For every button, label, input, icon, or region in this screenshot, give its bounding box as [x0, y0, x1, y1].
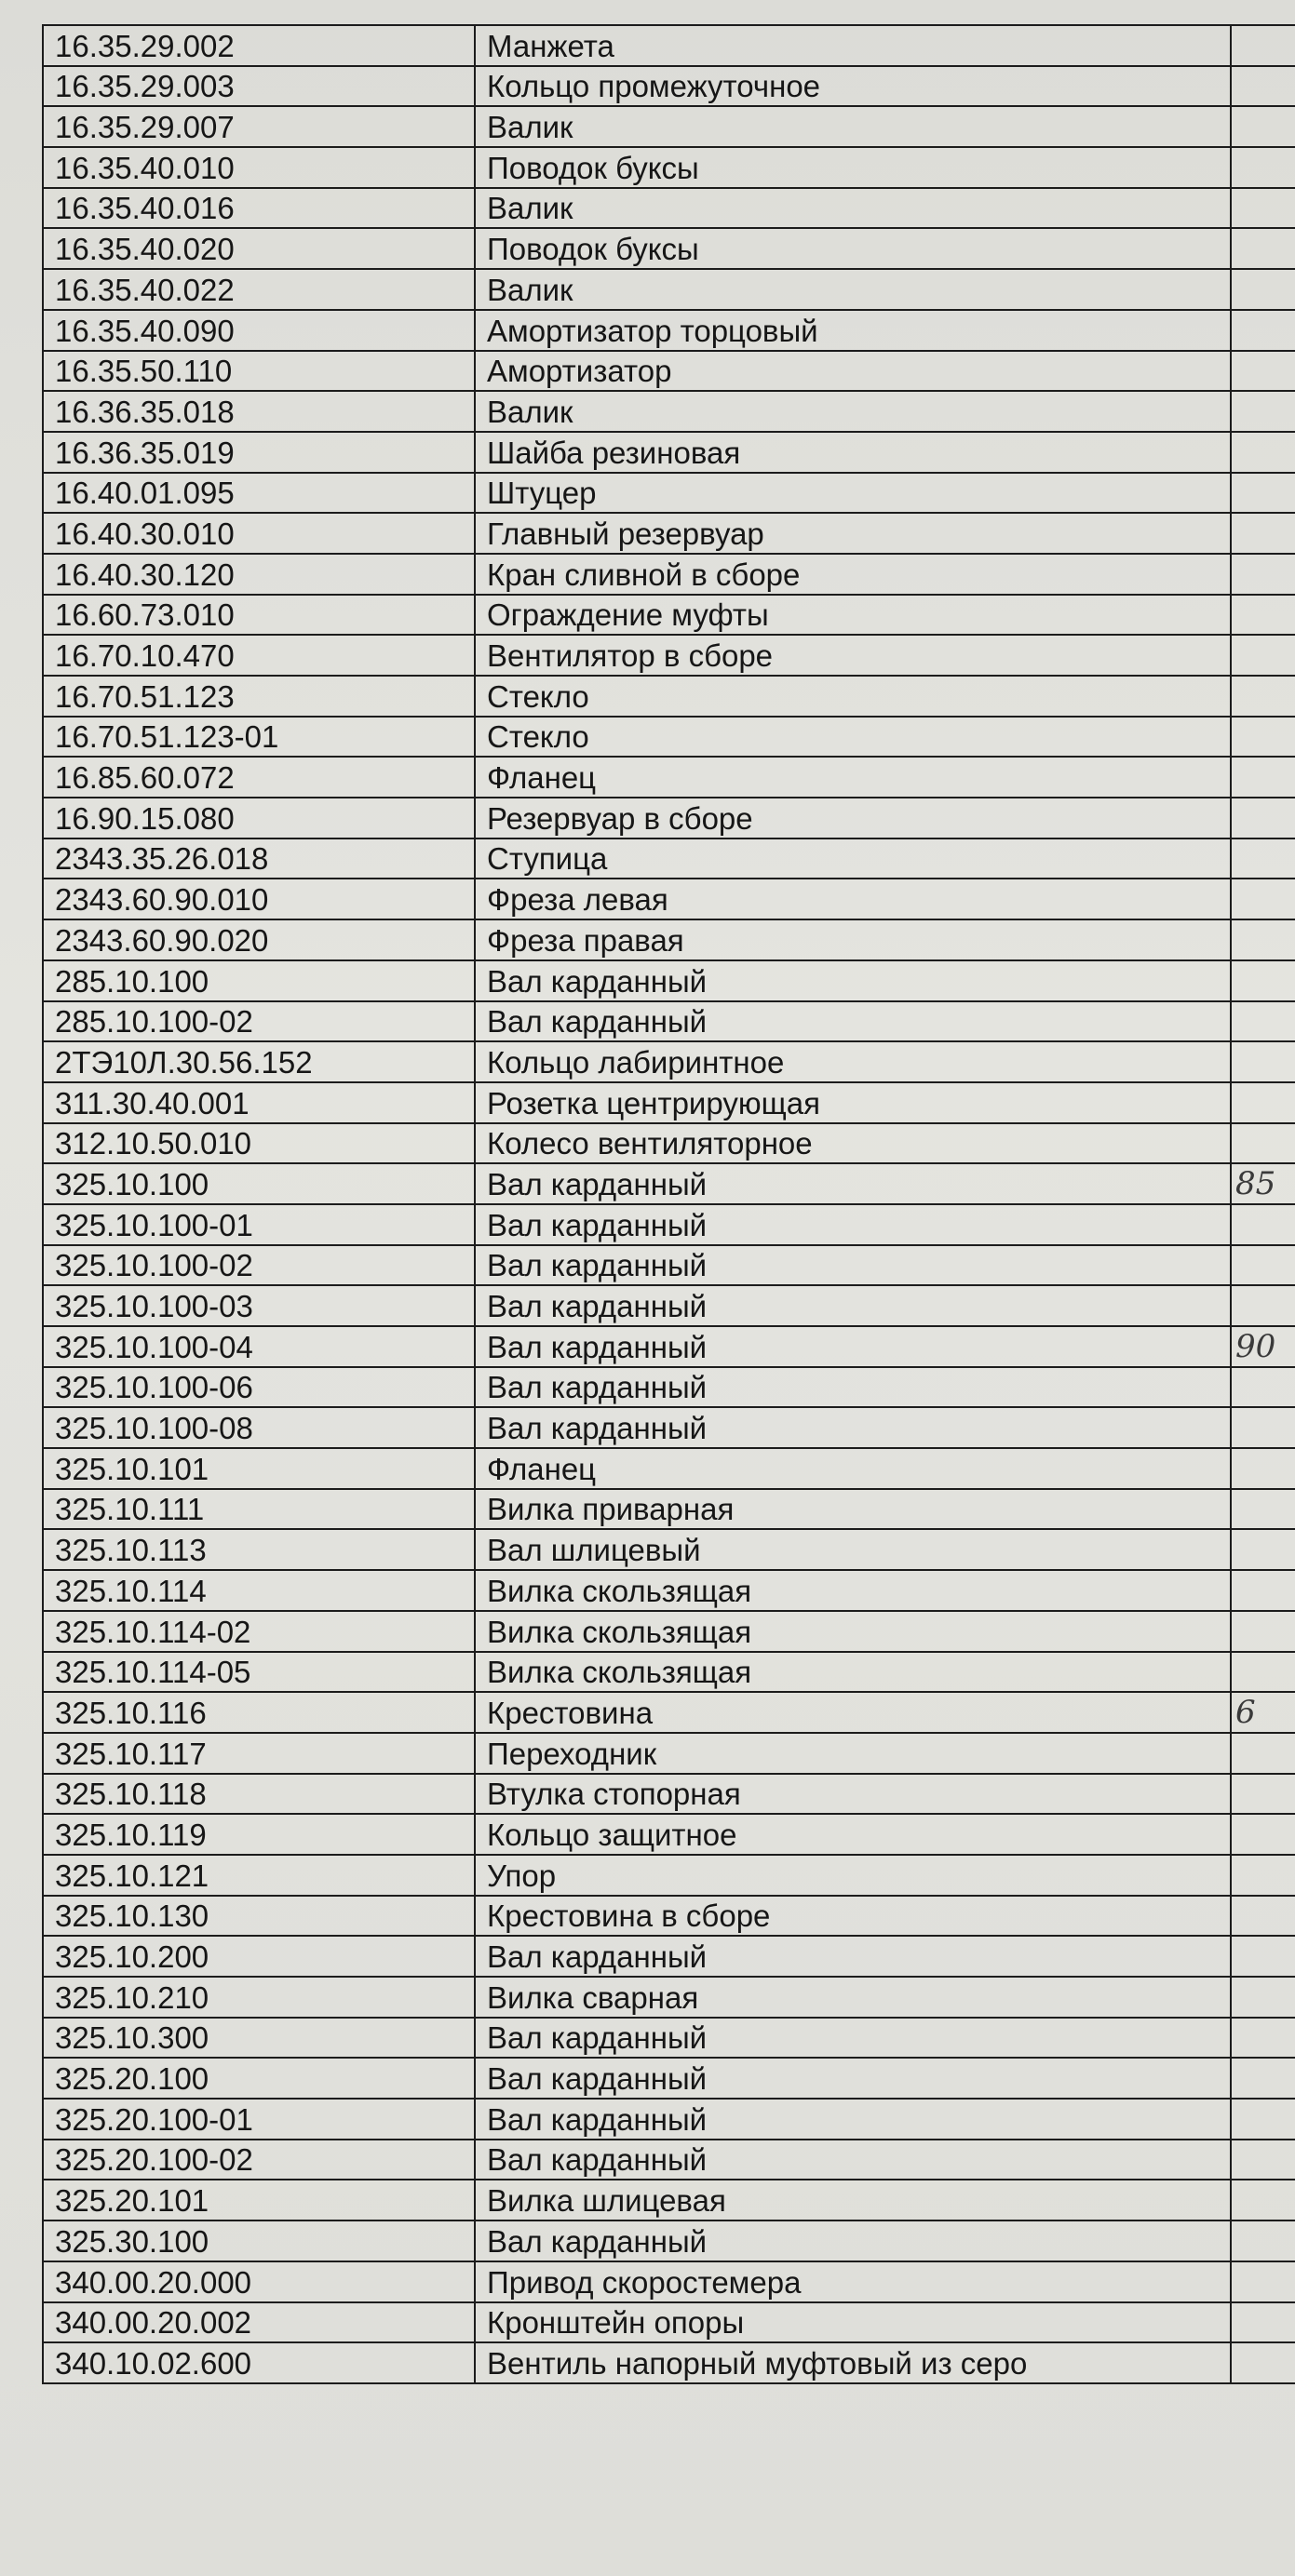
- part-name-cell: Вал карданный: [475, 1285, 1231, 1326]
- part-name-cell: Вилка приварная: [475, 1489, 1231, 1530]
- handwritten-note-cell: [1231, 1814, 1295, 1855]
- part-name-cell: Вал карданный: [475, 2220, 1231, 2261]
- part-code-cell: 325.30.100: [43, 2220, 475, 2261]
- handwritten-note-cell: [1231, 717, 1295, 758]
- table-row: [43, 25, 1295, 66]
- part-code-cell: 325.10.121: [43, 1855, 475, 1896]
- table-row: [43, 717, 1295, 758]
- table-row: [43, 66, 1295, 107]
- table-row: [43, 1896, 1295, 1937]
- handwritten-note-cell: [1231, 2342, 1295, 2383]
- table-row: [43, 798, 1295, 839]
- handwritten-note-cell: [1231, 839, 1295, 879]
- part-name-cell: Вал карданный: [475, 1245, 1231, 1286]
- part-name-cell: Стекло: [475, 676, 1231, 717]
- handwritten-note-cell: [1231, 1204, 1295, 1245]
- part-code-cell: 16.40.30.010: [43, 513, 475, 554]
- part-name-cell: Вал карданный: [475, 2058, 1231, 2099]
- handwritten-note-cell: [1231, 879, 1295, 919]
- handwritten-note-cell: [1231, 473, 1295, 514]
- part-name-cell: Вал карданный: [475, 2099, 1231, 2140]
- handwritten-note-cell: [1231, 25, 1295, 66]
- part-code-cell: 325.10.118: [43, 1774, 475, 1815]
- part-code-cell: 325.10.114-02: [43, 1611, 475, 1652]
- part-name-cell: Крестовина в сборе: [475, 1896, 1231, 1937]
- part-code-cell: 16.35.29.003: [43, 66, 475, 107]
- handwritten-note-cell: [1231, 188, 1295, 229]
- handwritten-note-cell: [1231, 554, 1295, 595]
- part-code-cell: 325.10.114: [43, 1570, 475, 1611]
- handwritten-note-cell: [1231, 1041, 1295, 1082]
- part-code-cell: 325.10.100: [43, 1163, 475, 1204]
- part-code-cell: 2ТЭ10Л.30.56.152: [43, 1041, 475, 1082]
- part-code-cell: 16.35.40.010: [43, 147, 475, 188]
- handwritten-note-cell: [1231, 676, 1295, 717]
- handwritten-note-cell: [1231, 595, 1295, 636]
- table-row: [43, 1611, 1295, 1652]
- part-name-cell: Вал карданный: [475, 1204, 1231, 1245]
- handwritten-note-cell: [1231, 1245, 1295, 1286]
- handwritten-note-cell: [1231, 757, 1295, 798]
- table-row: [43, 1733, 1295, 1774]
- part-code-cell: 311.30.40.001: [43, 1082, 475, 1123]
- part-name-cell: Фланец: [475, 757, 1231, 798]
- part-name-cell: Вал карданный: [475, 1001, 1231, 1042]
- part-name-cell: Валик: [475, 269, 1231, 310]
- part-name-cell: Вал карданный: [475, 2140, 1231, 2180]
- handwritten-note-cell: [1231, 228, 1295, 269]
- part-code-cell: 325.10.101: [43, 1448, 475, 1489]
- handwritten-note-cell: [1231, 2302, 1295, 2343]
- part-code-cell: 325.10.111: [43, 1489, 475, 1530]
- part-name-cell: Ступица: [475, 839, 1231, 879]
- table-row: [43, 635, 1295, 676]
- handwritten-note-cell: [1231, 1652, 1295, 1693]
- table-row: [43, 188, 1295, 229]
- table-row: [43, 839, 1295, 879]
- handwritten-note-cell: [1231, 1570, 1295, 1611]
- table-row: [43, 1285, 1295, 1326]
- table-row: [43, 1774, 1295, 1815]
- part-code-cell: 325.10.116: [43, 1692, 475, 1733]
- handwritten-note-cell: [1231, 106, 1295, 147]
- part-code-cell: 16.70.10.470: [43, 635, 475, 676]
- part-name-cell: Колесо вентиляторное: [475, 1123, 1231, 1164]
- table-row: [43, 1529, 1295, 1570]
- part-name-cell: Вилка сварная: [475, 1977, 1231, 2018]
- table-row: [43, 106, 1295, 147]
- part-code-cell: 2343.60.90.020: [43, 919, 475, 960]
- part-code-cell: 325.10.100-02: [43, 1245, 475, 1286]
- part-code-cell: 16.35.40.016: [43, 188, 475, 229]
- part-name-cell: Валик: [475, 106, 1231, 147]
- part-name-cell: Кольцо лабиринтное: [475, 1041, 1231, 1082]
- part-name-cell: Вилка скользящая: [475, 1570, 1231, 1611]
- part-name-cell: Кольцо защитное: [475, 1814, 1231, 1855]
- table-row: [43, 1204, 1295, 1245]
- handwritten-note-cell: [1231, 1489, 1295, 1530]
- part-code-cell: 325.10.100-04: [43, 1326, 475, 1367]
- part-name-cell: Вилка скользящая: [475, 1611, 1231, 1652]
- part-name-cell: Вал карданный: [475, 1367, 1231, 1408]
- table-row: [43, 1407, 1295, 1448]
- part-code-cell: 16.60.73.010: [43, 595, 475, 636]
- table-row: [43, 310, 1295, 351]
- handwritten-note-cell: [1231, 798, 1295, 839]
- part-code-cell: 325.20.100: [43, 2058, 475, 2099]
- table-row: [43, 2018, 1295, 2059]
- handwritten-note-cell: [1231, 1529, 1295, 1570]
- table-row: [43, 513, 1295, 554]
- part-name-cell: Переходник: [475, 1733, 1231, 1774]
- part-code-cell: 325.10.300: [43, 2018, 475, 2059]
- part-code-cell: 325.10.100-01: [43, 1204, 475, 1245]
- table-row: [43, 2099, 1295, 2140]
- handwritten-note-cell: [1231, 1611, 1295, 1652]
- table-row: [43, 1041, 1295, 1082]
- table-row: [43, 2140, 1295, 2180]
- handwritten-note-cell: [1231, 960, 1295, 1001]
- handwritten-note-cell: 6: [1231, 1692, 1295, 1733]
- table-row: [43, 2302, 1295, 2343]
- part-code-cell: 16.40.01.095: [43, 473, 475, 514]
- part-code-cell: 16.36.35.019: [43, 432, 475, 473]
- table-row: [43, 147, 1295, 188]
- part-name-cell: Вентиль напорный муфтовый из серо: [475, 2342, 1231, 2383]
- table-row: [43, 1977, 1295, 2018]
- part-name-cell: Розетка центрирующая: [475, 1082, 1231, 1123]
- table-row: [43, 676, 1295, 717]
- table-row: [43, 269, 1295, 310]
- handwritten-note-cell: [1231, 1407, 1295, 1448]
- table-row: [43, 391, 1295, 432]
- handwritten-note-cell: [1231, 1285, 1295, 1326]
- part-name-cell: Манжета: [475, 25, 1231, 66]
- parts-table-body: [43, 25, 1295, 2383]
- part-code-cell: 325.20.100-02: [43, 2140, 475, 2180]
- part-code-cell: 16.90.15.080: [43, 798, 475, 839]
- part-name-cell: Вал карданный: [475, 960, 1231, 1001]
- part-code-cell: 16.36.35.018: [43, 391, 475, 432]
- handwritten-note-cell: [1231, 147, 1295, 188]
- table-row: [43, 2180, 1295, 2220]
- part-code-cell: 325.10.100-06: [43, 1367, 475, 1408]
- part-code-cell: 340.00.20.002: [43, 2302, 475, 2343]
- part-name-cell: Вилка шлицевая: [475, 2180, 1231, 2220]
- part-code-cell: 285.10.100: [43, 960, 475, 1001]
- handwritten-note-cell: [1231, 1896, 1295, 1937]
- table-row: [43, 879, 1295, 919]
- table-row: [43, 1855, 1295, 1896]
- part-code-cell: 325.10.210: [43, 1977, 475, 2018]
- table-row: [43, 2342, 1295, 2383]
- table-row: [43, 1448, 1295, 1489]
- handwritten-note-cell: [1231, 310, 1295, 351]
- part-code-cell: 340.00.20.000: [43, 2261, 475, 2302]
- handwritten-note-cell: [1231, 432, 1295, 473]
- part-code-cell: 16.35.40.020: [43, 228, 475, 269]
- table-row: [43, 919, 1295, 960]
- part-name-cell: Поводок буксы: [475, 147, 1231, 188]
- table-row: [43, 960, 1295, 1001]
- table-row: [43, 1326, 1295, 1367]
- part-code-cell: 2343.60.90.010: [43, 879, 475, 919]
- handwritten-note-cell: [1231, 2220, 1295, 2261]
- handwritten-note-cell: [1231, 2140, 1295, 2180]
- handwritten-note-cell: [1231, 2018, 1295, 2059]
- handwritten-note-cell: [1231, 269, 1295, 310]
- table-row: [43, 2261, 1295, 2302]
- part-name-cell: Фланец: [475, 1448, 1231, 1489]
- table-row: [43, 1936, 1295, 1977]
- part-name-cell: Главный резервуар: [475, 513, 1231, 554]
- handwritten-note-cell: [1231, 1123, 1295, 1164]
- part-code-cell: 16.35.50.110: [43, 351, 475, 392]
- handwritten-note-cell: [1231, 1082, 1295, 1123]
- part-name-cell: Вал карданный: [475, 1326, 1231, 1367]
- part-code-cell: 2343.35.26.018: [43, 839, 475, 879]
- part-name-cell: Вилка скользящая: [475, 1652, 1231, 1693]
- table-row: [43, 1245, 1295, 1286]
- handwritten-note-cell: [1231, 1936, 1295, 1977]
- part-code-cell: 325.10.100-03: [43, 1285, 475, 1326]
- handwritten-note-cell: [1231, 66, 1295, 107]
- part-code-cell: 325.20.100-01: [43, 2099, 475, 2140]
- part-code-cell: 16.70.51.123-01: [43, 717, 475, 758]
- part-name-cell: Вал карданный: [475, 2018, 1231, 2059]
- handwritten-note-cell: [1231, 351, 1295, 392]
- part-name-cell: Резервуар в сборе: [475, 798, 1231, 839]
- part-name-cell: Вал карданный: [475, 1163, 1231, 1204]
- part-name-cell: Фреза левая: [475, 879, 1231, 919]
- table-row: [43, 432, 1295, 473]
- part-name-cell: Поводок буксы: [475, 228, 1231, 269]
- handwritten-note-cell: [1231, 2180, 1295, 2220]
- part-code-cell: 325.20.101: [43, 2180, 475, 2220]
- part-name-cell: Ограждение муфты: [475, 595, 1231, 636]
- part-name-cell: Штуцер: [475, 473, 1231, 514]
- part-name-cell: Фреза правая: [475, 919, 1231, 960]
- handwritten-note-cell: [1231, 1733, 1295, 1774]
- handwritten-note-cell: [1231, 635, 1295, 676]
- table-row: [43, 757, 1295, 798]
- part-name-cell: Шайба резиновая: [475, 432, 1231, 473]
- part-code-cell: 325.10.100-08: [43, 1407, 475, 1448]
- handwritten-note-cell: [1231, 1001, 1295, 1042]
- table-row: [43, 1163, 1295, 1204]
- table-row: [43, 228, 1295, 269]
- handwritten-note-cell: [1231, 1977, 1295, 2018]
- table-row: [43, 1489, 1295, 1530]
- table-row: [43, 1814, 1295, 1855]
- part-code-cell: 325.10.130: [43, 1896, 475, 1937]
- part-name-cell: Втулка стопорная: [475, 1774, 1231, 1815]
- table-row: [43, 1570, 1295, 1611]
- table-row: [43, 1123, 1295, 1164]
- handwritten-note-cell: [1231, 2261, 1295, 2302]
- handwritten-note-cell: [1231, 1855, 1295, 1896]
- handwritten-note-cell: [1231, 391, 1295, 432]
- part-name-cell: Упор: [475, 1855, 1231, 1896]
- part-code-cell: 312.10.50.010: [43, 1123, 475, 1164]
- handwritten-note-cell: [1231, 1367, 1295, 1408]
- part-name-cell: Вал карданный: [475, 1936, 1231, 1977]
- part-name-cell: Привод скоростемера: [475, 2261, 1231, 2302]
- handwritten-note-cell: 85: [1231, 1163, 1295, 1204]
- part-code-cell: 16.35.29.002: [43, 25, 475, 66]
- part-code-cell: 325.10.117: [43, 1733, 475, 1774]
- table-row: [43, 351, 1295, 392]
- part-code-cell: 325.10.119: [43, 1814, 475, 1855]
- part-code-cell: 16.85.60.072: [43, 757, 475, 798]
- part-code-cell: 285.10.100-02: [43, 1001, 475, 1042]
- parts-table: [42, 24, 1295, 2384]
- part-code-cell: 16.40.30.120: [43, 554, 475, 595]
- part-code-cell: 325.10.200: [43, 1936, 475, 1977]
- part-code-cell: 325.10.114-05: [43, 1652, 475, 1693]
- handwritten-note-cell: 90: [1231, 1326, 1295, 1367]
- table-row: [43, 1367, 1295, 1408]
- table-row: [43, 1082, 1295, 1123]
- table-row: [43, 554, 1295, 595]
- handwritten-note-cell: [1231, 1774, 1295, 1815]
- handwritten-note-cell: [1231, 1448, 1295, 1489]
- part-code-cell: 16.35.29.007: [43, 106, 475, 147]
- handwritten-note-cell: [1231, 919, 1295, 960]
- part-name-cell: Валик: [475, 391, 1231, 432]
- handwritten-note-cell: [1231, 513, 1295, 554]
- part-name-cell: Амортизатор: [475, 351, 1231, 392]
- part-name-cell: Стекло: [475, 717, 1231, 758]
- table-row: [43, 2220, 1295, 2261]
- handwritten-note-cell: [1231, 2099, 1295, 2140]
- part-name-cell: Валик: [475, 188, 1231, 229]
- part-name-cell: Кольцо промежуточное: [475, 66, 1231, 107]
- part-name-cell: Кронштейн опоры: [475, 2302, 1231, 2343]
- table-row: [43, 1001, 1295, 1042]
- part-name-cell: Вентилятор в сборе: [475, 635, 1231, 676]
- part-code-cell: 340.10.02.600: [43, 2342, 475, 2383]
- table-row: [43, 473, 1295, 514]
- handwritten-note-cell: [1231, 2058, 1295, 2099]
- part-code-cell: 16.70.51.123: [43, 676, 475, 717]
- part-code-cell: 16.35.40.090: [43, 310, 475, 351]
- part-name-cell: Крестовина: [475, 1692, 1231, 1733]
- table-row: [43, 1692, 1295, 1733]
- part-name-cell: Вал шлицевый: [475, 1529, 1231, 1570]
- table-row: [43, 2058, 1295, 2099]
- part-name-cell: Амортизатор торцовый: [475, 310, 1231, 351]
- part-code-cell: 16.35.40.022: [43, 269, 475, 310]
- part-name-cell: Вал карданный: [475, 1407, 1231, 1448]
- part-code-cell: 325.10.113: [43, 1529, 475, 1570]
- table-row: [43, 595, 1295, 636]
- table-row: [43, 1652, 1295, 1693]
- part-name-cell: Кран сливной в сборе: [475, 554, 1231, 595]
